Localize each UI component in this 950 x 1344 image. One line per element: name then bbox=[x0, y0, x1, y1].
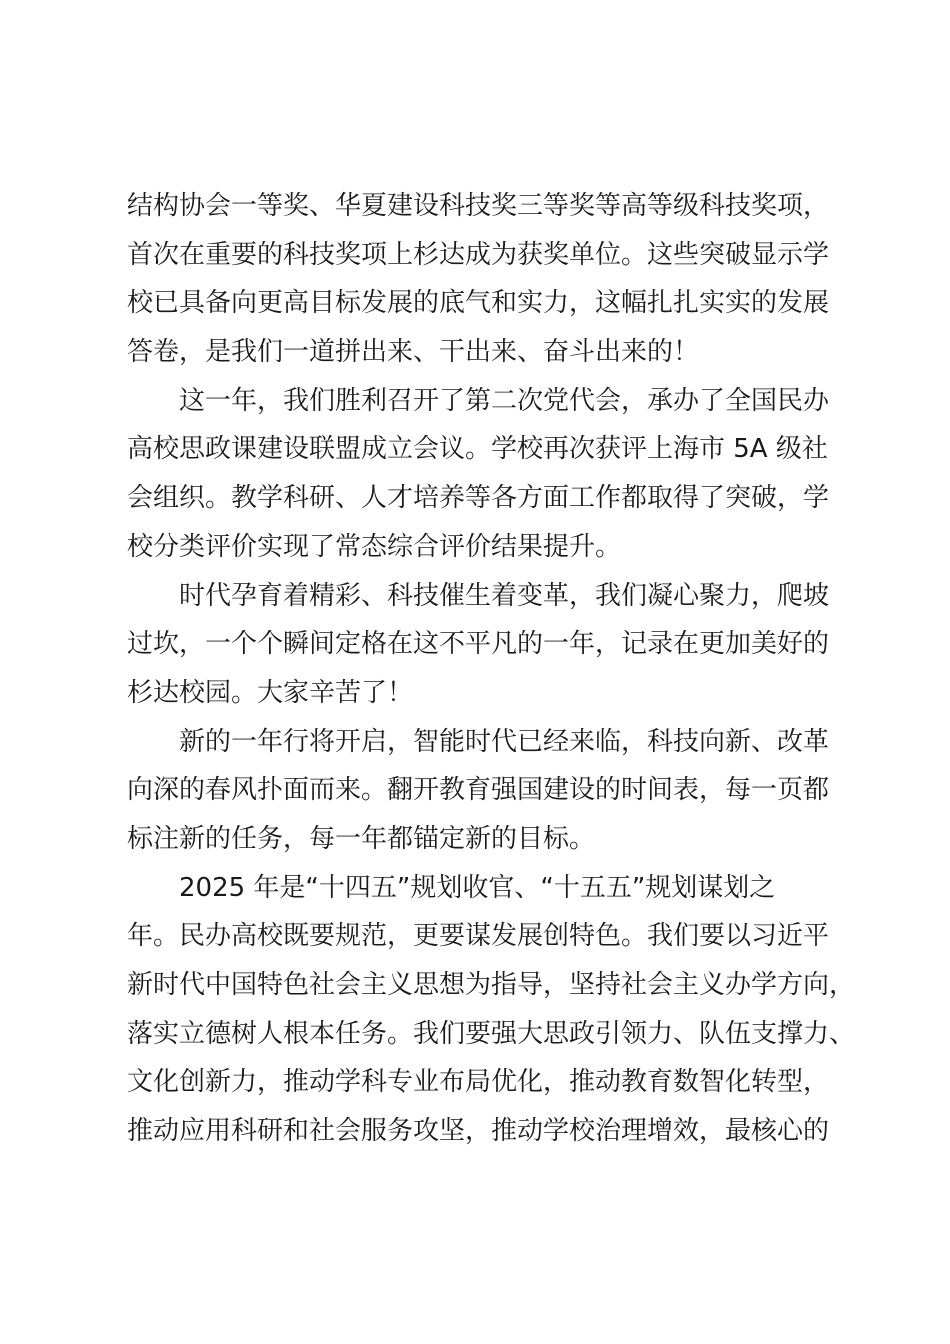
text-line: 2025 年是“十四五”规划收官、“十五五”规划谋划之 bbox=[179, 872, 776, 903]
text-line: 首次在重要的科技奖项上杉达成为获奖单位。这些突破显示学 bbox=[127, 239, 830, 270]
text-line: 校分类评价实现了常态综合评价结果提升。 bbox=[127, 531, 622, 562]
text-line: 新时代中国特色社会主义思想为指导，坚持社会主义办学方向， bbox=[127, 970, 856, 1000]
text-line: 杉达校园。大家辛苦了！ bbox=[127, 677, 414, 708]
text-line: 向深的春风扑面而来。翻开教育强国建设的时间表，每一页都 bbox=[127, 775, 830, 806]
text-line: 文化创新力，推动学科专业布局优化，推动教育数智化转型， bbox=[127, 1067, 830, 1098]
text-line: 标注新的任务，每一年都锚定新的目标。 bbox=[127, 823, 596, 854]
body-text bbox=[127, 182, 856, 1156]
text-line: 答卷，是我们一道拼出来、干出来、奋斗出来的！ bbox=[127, 337, 700, 368]
text-line: 这一年，我们胜利召开了第二次党代会，承办了全国民办 bbox=[179, 385, 830, 416]
text-line: 会组织。教学科研、人才培养等各方面工作都取得了突破，学 bbox=[127, 483, 830, 514]
text-line: 过坎，一个个瞬间定格在这不平凡的一年，记录在更加美好的 bbox=[127, 629, 830, 660]
text-line: 结构协会一等奖、华夏建设科技奖三等奖等高等级科技奖项， bbox=[127, 191, 830, 221]
text-line: 时代孕育着精彩、科技催生着变革，我们凝心聚力，爬坡 bbox=[179, 580, 830, 611]
text-line: 新的一年行将开启，智能时代已经来临，科技向新、改革 bbox=[179, 726, 830, 757]
text-line: 落实立德树人根本任务。我们要强大思政引领力、队伍支撑力、 bbox=[127, 1018, 856, 1049]
text-line: 校已具备向更高目标发展的底气和实力，这幅扎扎实实的发展 bbox=[127, 288, 830, 319]
text-line: 高校思政课建设联盟成立会议。学校再次获评上海市 5A 级社 bbox=[127, 434, 828, 465]
text-line: 年。民办高校既要规范，更要谋发展创特色。我们要以习近平 bbox=[127, 921, 830, 952]
text-line: 推动应用科研和社会服务攻坚，推动学校治理增效，最核心的 bbox=[127, 1116, 830, 1147]
